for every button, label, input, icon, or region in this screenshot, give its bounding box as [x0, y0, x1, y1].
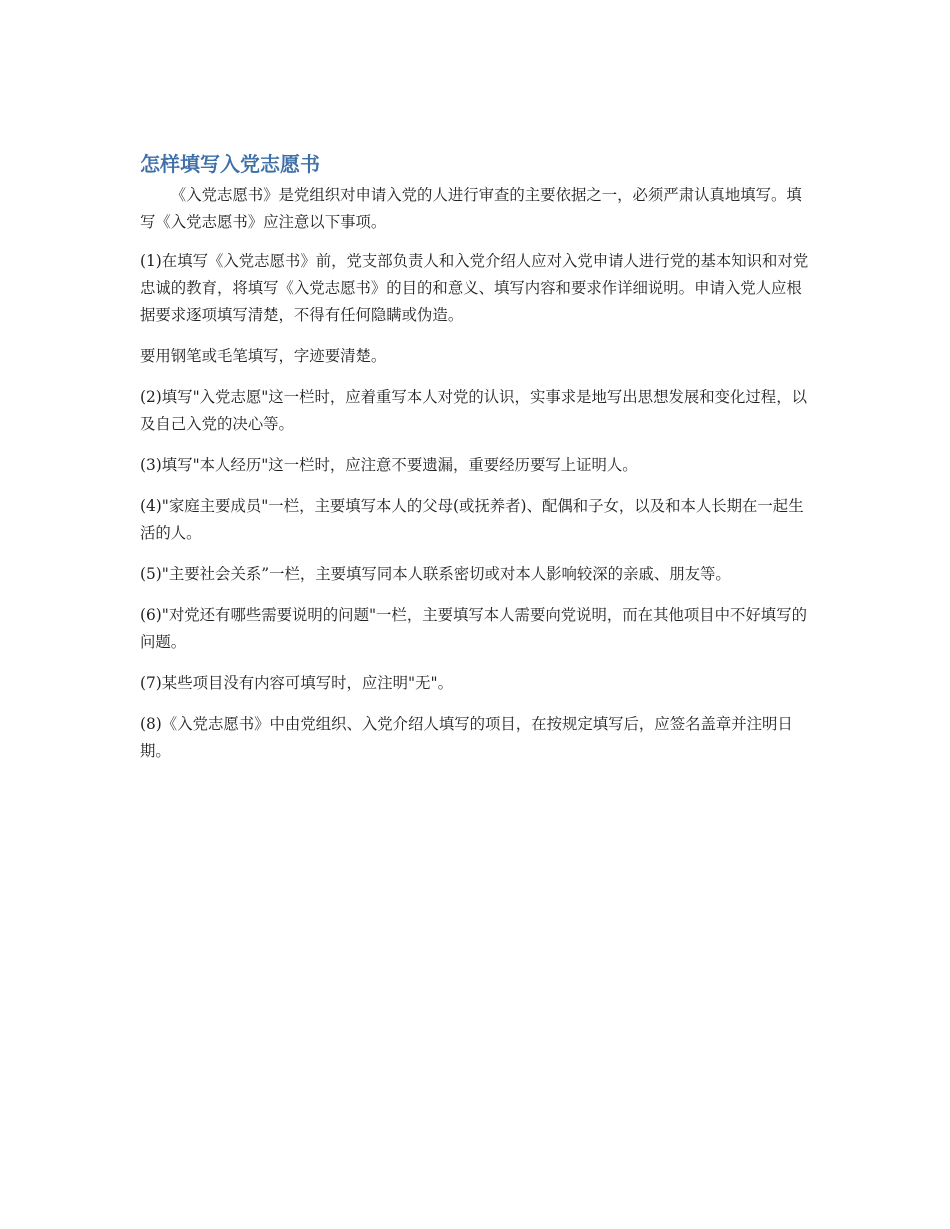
item-6-paragraph: (6)"对党还有哪些需要说明的问题"一栏，主要填写本人需要向党说明，而在其他项目中不好填写的问题。 — [140, 606, 807, 651]
document-page — [140, 148, 812, 779]
pen-note-paragraph: 要用钢笔或毛笔填写，字迹要清楚。 — [140, 347, 387, 365]
document-title: 怎样填写入党志愿书 — [140, 152, 320, 176]
item-3-paragraph: (3)填写"本人经历"这一栏时，应注意不要遗漏，重要经历要写上证明人。 — [140, 456, 638, 474]
item-4-paragraph: (4)"家庭主要成员"一栏，主要填写本人的父母(或抚养者)、配偶和子女，以及和本人长期在一起生活的人。 — [140, 497, 804, 542]
item-7-paragraph: (7)某些项目没有内容可填写时，应注明"无"。 — [140, 674, 453, 692]
item-2-paragraph: (2)填写"入党志愿"这一栏时，应着重写本人对党的认识，实事求是地写出思想发展和变化过程，以及自己入党的决心等。 — [140, 388, 807, 433]
item-5-paragraph: (5)"主要社会关系”一栏，主要填写同本人联系密切或对本人影响较深的亲戚、朋友等。 — [140, 565, 731, 583]
intro-paragraph: 《入党志愿书》是党组织对申请入党的人进行审查的主要依据之一，必须严肃认真地填写。填写《入党志愿书》应注意以下事项。 — [140, 186, 802, 231]
item-8-paragraph: (8)《入党志愿书》中由党组织、入党介绍人填写的项目，在按规定填写后，应签名盖章并注明日期。 — [140, 715, 793, 760]
item-1-paragraph: (1)在填写《入党志愿书》前，党支部负责人和入党介绍人应对入党申请人进行党的基本知识和对党忠诚的教育，将填写《入党志愿书》的目的和意义、填写内容和要求作详细说明。申请入党人应根据要求逐项填写清楚，不得有任何隐瞒或伪造。 — [140, 252, 809, 324]
